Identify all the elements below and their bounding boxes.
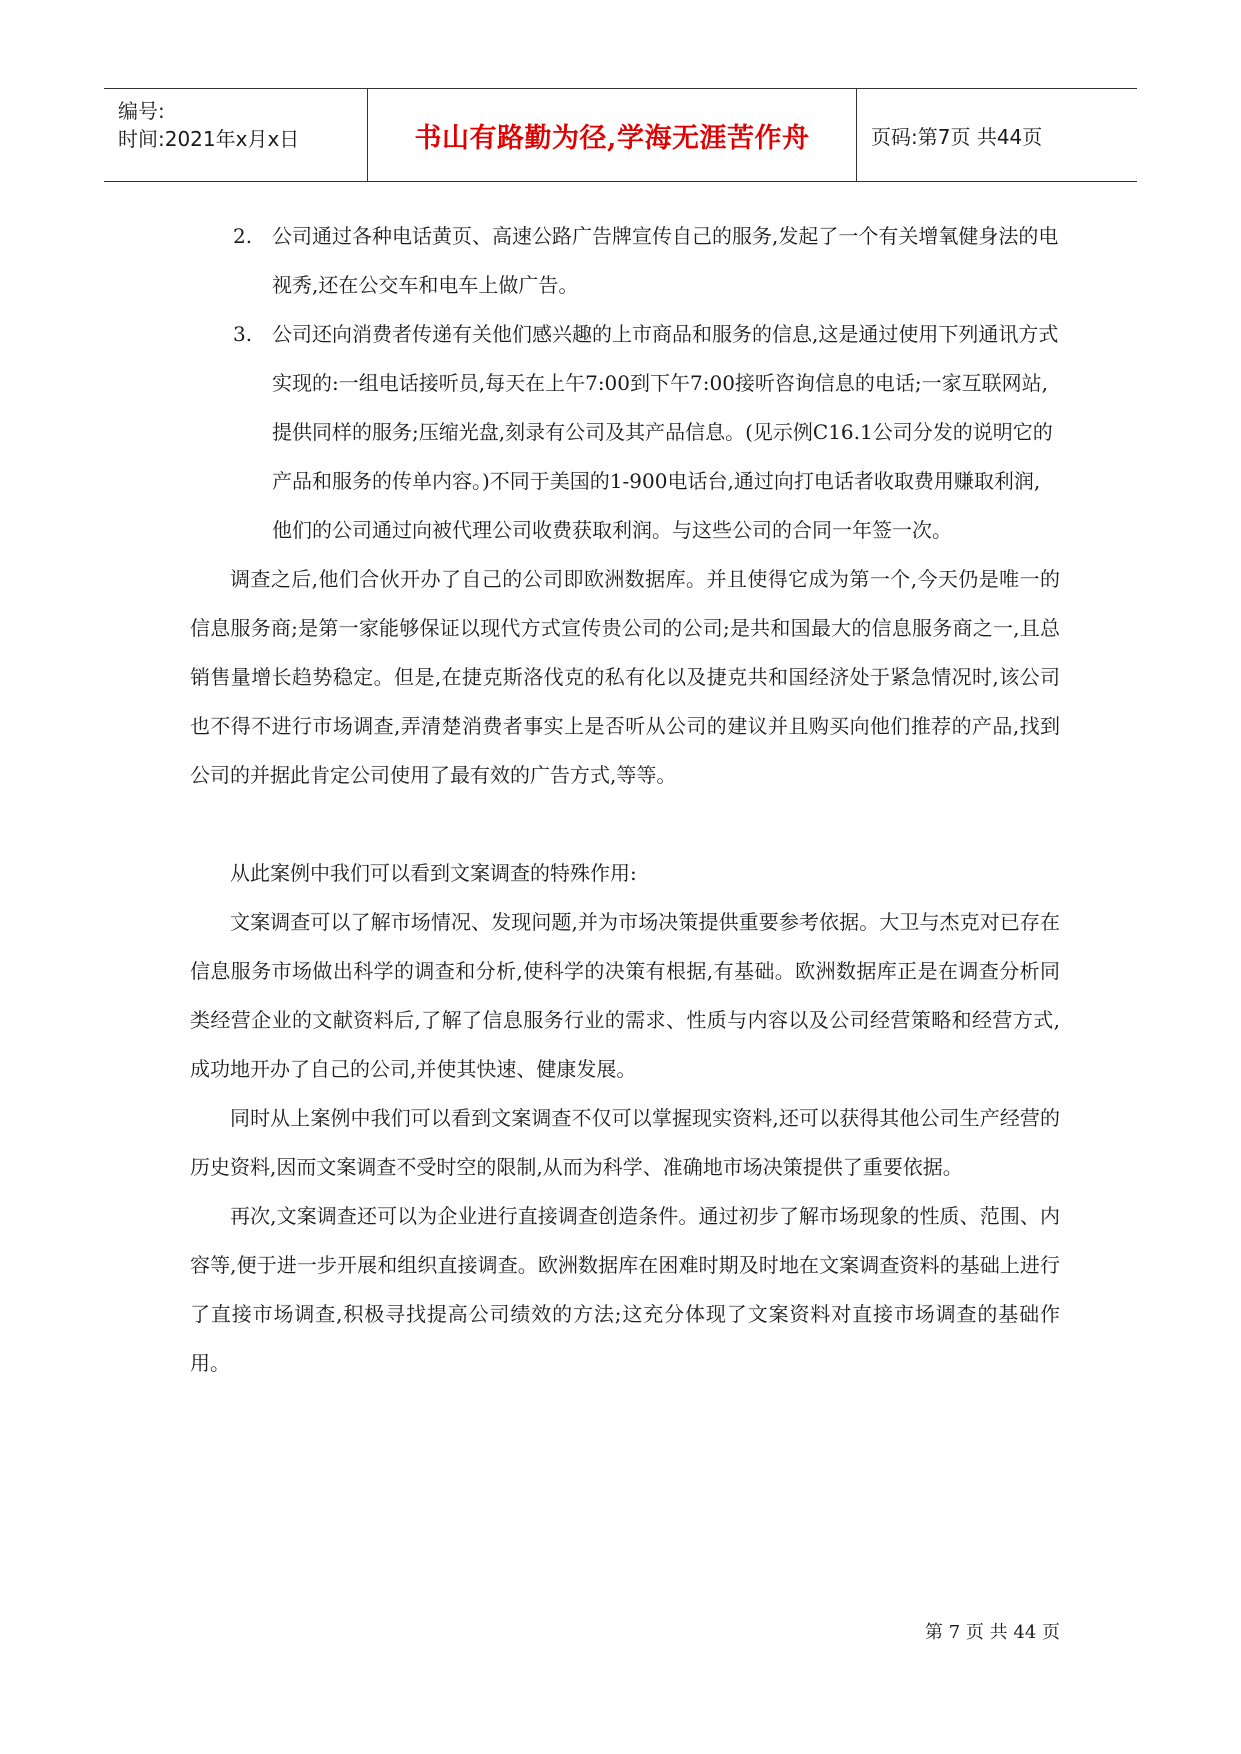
document-body (190, 212, 1060, 1388)
page-footer (0, 1618, 1060, 1644)
paragraph-gap (190, 800, 1060, 849)
header-page-info: 页码:第7页 共44页 (871, 124, 1043, 149)
body-paragraph: 从此案例中我们可以看到文案调查的特殊作用: (230, 861, 637, 885)
footer-page-number: 第 7 页 共 44 页 (925, 1622, 1060, 1643)
page-header (104, 88, 1137, 182)
body-paragraph: 同时从上案例中我们可以看到文案调查不仅可以掌握现实资料,还可以获得其他公司生产经营的历史资料,因而文案调查不受时空的限制,从而为科学、准确地市场决策提供了重要依据。 (190, 1106, 1060, 1179)
body-paragraph: 再次,文案调查还可以为企业进行直接调查创造条件。通过初步了解市场现象的性质、范围、内容等,便于进一步开展和组织直接调查。欧洲数据库在困难时期及时地在文案调查资料的基础上进行了直接市场调查,积极寻找提高公司绩效的方法;这充分体现了文案资料对直接市场调查的基础作用。 (190, 1204, 1060, 1375)
list-item-text: 公司通过各种电话黄页、高速公路广告牌宣传自己的服务,发起了一个有关增氧健身法的电视秀,还在公交车和电车上做广告。 (272, 224, 1059, 297)
header-meta (104, 89, 368, 181)
document-number-label: 编号: (118, 99, 165, 123)
header-motto-cell (368, 89, 857, 181)
list-item (190, 310, 1060, 555)
body-paragraph: 文案调查可以了解市场情况、发现问题,并为市场决策提供重要参考依据。大卫与杰克对已存在信息服务市场做出科学的调查和分析,使科学的决策有根据,有基础。欧洲数据库正是在调查分析同类经营企业的文献资料后,了解了信息服务行业的需求、性质与内容以及公司经营策略和经营方式,成功地开办了自己的公司,并使其快速、健康发展。 (190, 910, 1060, 1081)
document-time-label: 时间:2021年x月x日 (118, 127, 300, 151)
header-motto: 书山有路勤为径,学海无涯苦作舟 (414, 122, 810, 154)
list-item-number: 2. (233, 224, 253, 248)
list-item-number: 3. (233, 322, 253, 346)
header-page-info-cell (857, 89, 1137, 181)
list-item (190, 212, 1060, 310)
body-paragraph: 调查之后,他们合伙开办了自己的公司即欧洲数据库。并且使得它成为第一个,今天仍是唯一的信息服务商;是第一家能够保证以现代方式宣传贵公司的公司;是共和国最大的信息服务商之一,且总销售量增长趋势稳定。但是,在捷克斯洛伐克的私有化以及捷克共和国经济处于紧急情况时,该公司也不得不进行市场调查,弄清楚消费者事实上是否听从公司的建议并且购买向他们推荐的产品,找到公司的并据此肯定公司使用了最有效的广告方式,等等。 (190, 567, 1060, 787)
list-item-text: 公司还向消费者传递有关他们感兴趣的上市商品和服务的信息,这是通过使用下列通讯方式实现的:一组电话接听员,每天在上午7:00到下午7:00接听咨询信息的电话;一家互联网站,提供同样的服务;压缩光盘,刻录有公司及其产品信息。(见示例C16.1公司分发的说明它的产品和服务的传单内容。)不同于美国的1-900电话台,通过向打电话者收取费用赚取利润,他们的公司通过向被代理公司收费获取利润。与这些公司的合同一年签一次。 (272, 322, 1059, 542)
